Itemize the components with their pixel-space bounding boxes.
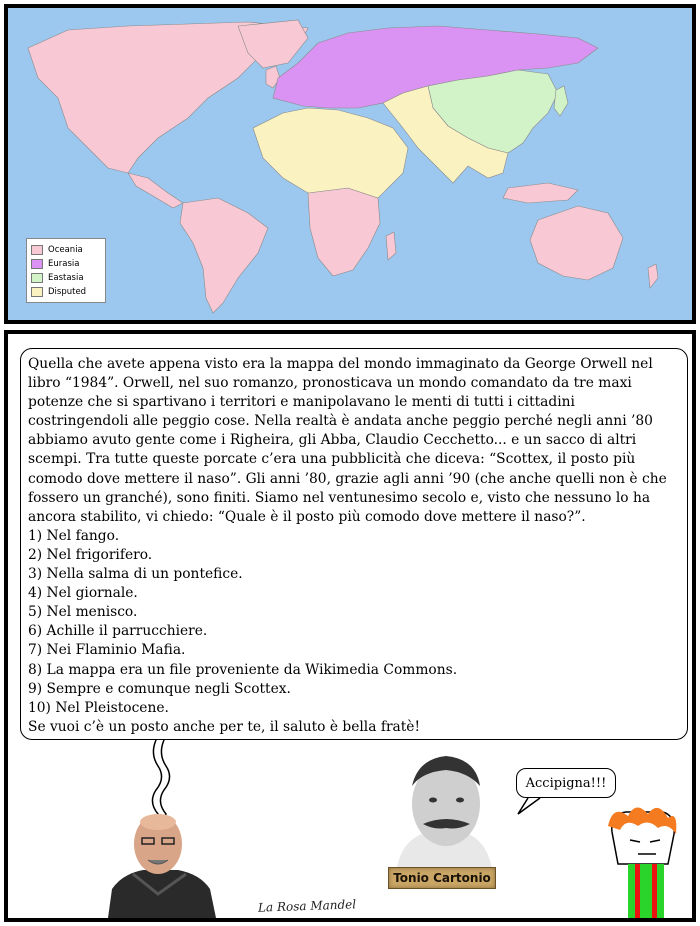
list-item: 5) Nel menisco.	[28, 604, 138, 621]
region-disputed-africa-middle-east	[253, 108, 408, 198]
list-item: 4) Nel giornale.	[28, 585, 138, 602]
author-signature: La Rosa Mandel	[257, 897, 357, 915]
legend-label: Eastasia	[48, 273, 84, 283]
nameplate: Tonio Cartonio	[388, 867, 496, 889]
list-item: 8) La mappa era un file proveniente da Wikimedia Commons.	[28, 661, 458, 678]
legend-swatch	[31, 273, 43, 283]
legend-label: Eurasia	[48, 259, 80, 269]
region-southern-africa	[308, 188, 380, 276]
characters-drawing	[8, 334, 692, 918]
character-left	[108, 814, 216, 918]
bubble-paragraph: Quella che avete appena visto era la mappa del mondo immaginato da George Orwell nel libro “1984”. Orwell, nel suo romanzo, pronosticava un mondo comandato da tre maxi potenze che si spartivano i territori e manipolavano le menti di tutti i cittadini costringendoli alle peggio cose. Nella realtà è andata anche peggio perché negli anni ’80 abbiamo avuto gente come i Righeira, gli Abba, Claudio Cecchetto... e un sacco di altri scempi. Tra tutte queste porcate c’era una pubblicità che diceva: “Scottex, il posto più comodo dove mettere il naso”. Gli anni ’80, grazie agli anni ’90 (che anche quelli non è che fossero un granché), sono finiti. Siamo nel ventunesimo secolo e, visto che nessuno lo ha ancora stabilito, vi chiedo: “Quale è il posto più comodo dove mettere il naso?”.	[28, 356, 667, 525]
character-middle	[396, 756, 493, 874]
legend-item-disputed	[31, 285, 101, 299]
legend-item-eurasia	[31, 257, 101, 271]
list-item: 2) Nel frigorifero.	[28, 546, 153, 563]
list-item: 7) Nei Flaminio Mafia.	[28, 642, 186, 659]
region-madagascar	[386, 232, 396, 260]
legend-item-eastasia	[31, 271, 101, 285]
speech-bubble-small: Accipigna!!!	[516, 768, 616, 798]
map-legend	[26, 238, 106, 303]
region-south-america	[180, 198, 268, 313]
legend-swatch	[31, 245, 43, 255]
map-panel	[4, 4, 696, 324]
list-item: 10) Nel Pleistocene.	[28, 699, 169, 716]
region-indonesia	[503, 183, 578, 203]
region-japan	[554, 86, 568, 116]
legend-swatch	[31, 287, 43, 297]
bubble-closing: Se vuoi c’è un posto anche per te, il saluto è bella fratè!	[28, 718, 421, 735]
region-australia	[530, 206, 623, 280]
list-item: 3) Nella salma di un pontefice.	[28, 566, 243, 583]
legend-item-oceania	[31, 243, 101, 257]
comic-panel	[4, 330, 696, 922]
region-new-zealand	[648, 264, 658, 288]
list-item: 9) Sempre e comunque negli Scottex.	[28, 680, 291, 697]
region-central-america	[128, 173, 183, 208]
character-right	[608, 807, 676, 918]
legend-swatch	[31, 259, 43, 269]
legend-label: Disputed	[48, 287, 87, 297]
bubble-tail-main	[152, 740, 161, 826]
list-item: 6) Achille il parrucchiere.	[28, 623, 208, 640]
bubble-tail-main-inner	[160, 740, 170, 826]
world-map	[8, 8, 692, 320]
legend-label: Oceania	[48, 245, 83, 255]
bubble-tail-small	[518, 798, 540, 814]
list-item: 1) Nel fango.	[28, 527, 120, 544]
